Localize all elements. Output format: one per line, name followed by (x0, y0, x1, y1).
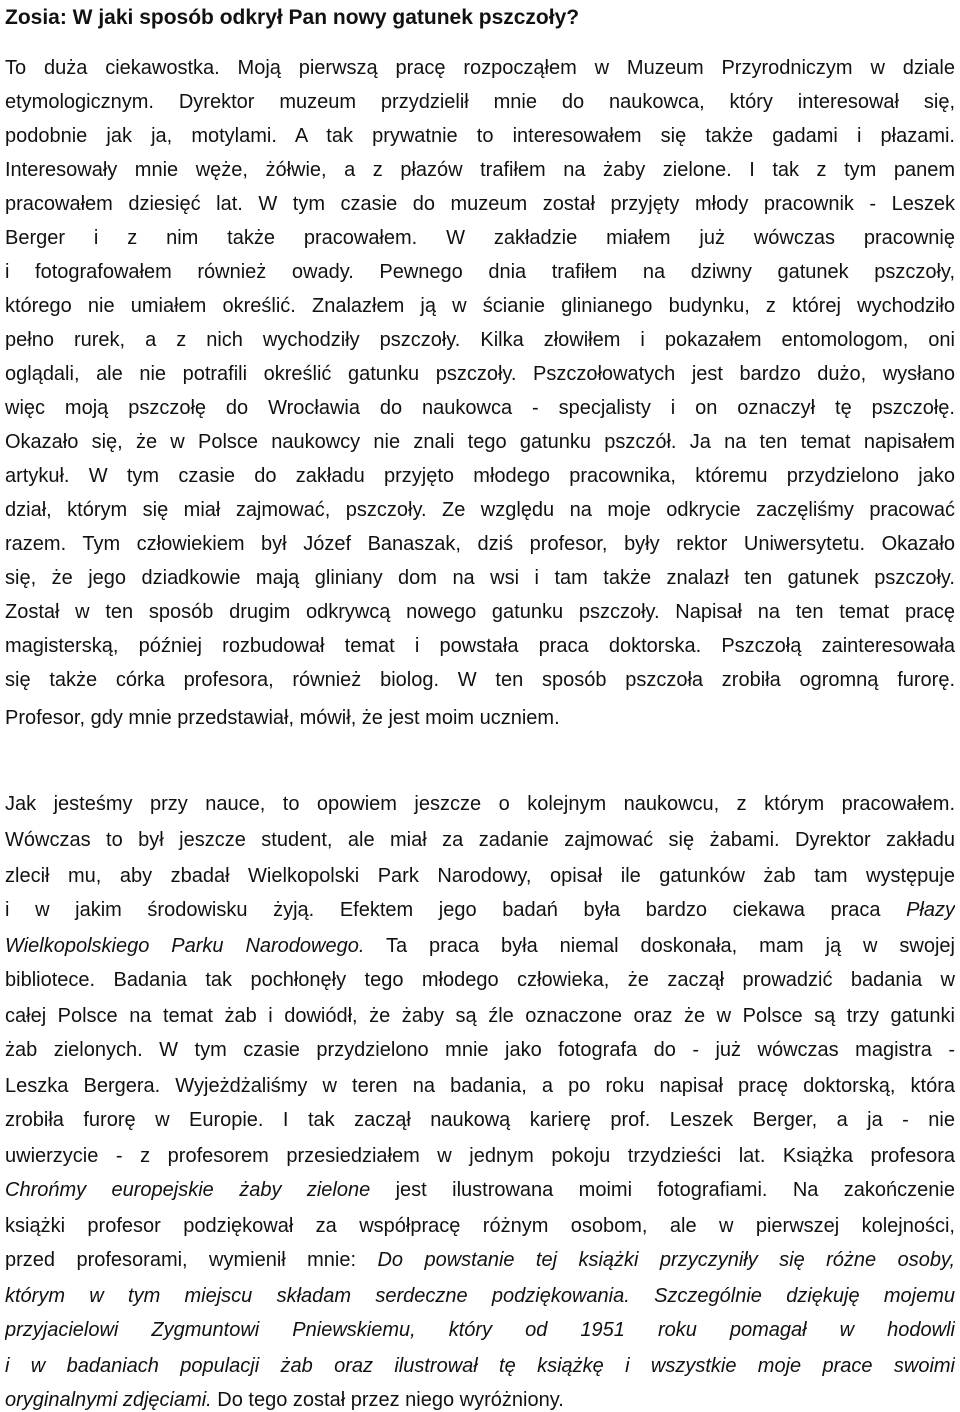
text-segment: przed profesorami, wymienił mnie: (5, 1249, 378, 1271)
text-line (5, 464, 955, 488)
text-line (5, 56, 955, 80)
text-line (5, 396, 955, 420)
text-line (5, 1354, 955, 1378)
italic-text: i w badaniach populacji żab oraz ilustrował tę książkę i wszystkie moje prace swoimi (5, 1355, 955, 1377)
italic-text: Do powstanie tej książki przyczyniły się różne osoby, (377, 1249, 955, 1271)
text-segment: uwierzycie - z profesorem przesiedziałem w jednym pokoju trzydzieści lat. Książka profesora (5, 1145, 955, 1167)
text-segment: żab zielonych. W tym czasie przydzielono mnie jako fotografa do - już wówczas magistra - (5, 1039, 955, 1061)
text-segment: się także córka profesora, również biolog. W ten sposób pszczoła zrobiła ogromną furorę. (5, 669, 955, 691)
text-line (5, 328, 955, 352)
text-line (5, 90, 955, 114)
text-line (5, 706, 955, 730)
text-line (5, 430, 955, 454)
text-line (5, 1004, 955, 1028)
italic-text: Płazy (906, 899, 955, 921)
text-segment: pełno rurek, a z nich wychodziły pszczoły. Kilka złowiłem i pokazałem entomologom, oni (5, 329, 955, 351)
italic-text: Wielkopolskiego Parku Narodowego. (5, 935, 365, 957)
question-heading: Zosia: W jaki sposób odkrył Pan nowy gatunek pszczoły? (5, 6, 580, 29)
text-segment: artykuł. W tym czasie do zakładu przyjęto młodego pracownika, któremu przydzielono jako (5, 465, 955, 487)
text-line (5, 668, 955, 692)
text-line (5, 362, 955, 386)
text-line (5, 1074, 955, 1098)
text-line (5, 532, 955, 556)
text-line (5, 828, 955, 852)
text-line (5, 898, 955, 922)
text-line (5, 1178, 955, 1202)
text-line (5, 1318, 955, 1342)
text-line (5, 1248, 955, 1272)
text-segment: Został w ten sposób drugim odkrywcą nowego gatunku pszczoły. Napisał na ten temat pracę (5, 601, 955, 623)
text-line (5, 968, 955, 992)
text-segment: dział, którym się miał zajmować, pszczoły. Ze względu na moje odkrycie zaczęliśmy pracować (5, 499, 955, 521)
text-line (5, 934, 955, 958)
text-segment: Do tego został przez niego wyróżniony. (211, 1389, 564, 1411)
text-segment: pracowałem dziesięć lat. W tym czasie do muzeum został przyjęty młody pracownik - Leszek (5, 193, 955, 215)
text-line (5, 792, 955, 816)
text-line (5, 1388, 955, 1412)
text-segment: Ta praca była niemal doskonała, mam ją w swojej (364, 935, 955, 957)
text-segment: magisterską, później rozbudował temat i powstała praca doktorska. Pszczołą zainteresowała (5, 635, 955, 657)
text-segment: oglądali, ale nie potrafili określić gatunku pszczoły. Pszczołowatych jest bardzo dużo, wysłano (5, 363, 955, 385)
text-segment: się, że jego dziadkowie mają gliniany dom na wsi i tam także znalazł ten gatunek pszczoły. (5, 567, 955, 589)
text-line (5, 864, 955, 888)
text-segment: Okazało się, że w Polsce naukowcy nie znali tego gatunku pszczół. Ja na ten temat napisałem (5, 431, 955, 453)
text-segment: Profesor, gdy mnie przedstawiał, mówił, że jest moim uczniem. (5, 707, 560, 729)
text-line (5, 1144, 955, 1168)
text-line (5, 1214, 955, 1238)
text-segment: i fotografowałem również owady. Pewnego dnia trafiłem na dziwny gatunek pszczoły, (5, 261, 955, 283)
text-segment: bibliotece. Badania tak pochłonęły tego młodego człowieka, że zaczął prowadzić badania w (5, 969, 955, 991)
text-segment: razem. Tym człowiekiem był Józef Banaszak, dziś profesor, były rektor Uniwersytetu. Okazało (5, 533, 955, 555)
text-segment: podobnie jak ja, motylami. A tak prywatnie to interesowałem się także gadami i płazami. (5, 125, 955, 147)
text-segment: Wówczas to był jeszcze student, ale miał za zadanie zajmować się żabami. Dyrektor zakładu (5, 829, 955, 851)
text-segment: zlecił mu, aby zbadał Wielkopolski Park Narodowy, opisał ile gatunków żab tam występuje (5, 865, 955, 887)
text-segment: Leszka Bergera. Wyjeżdżaliśmy w teren na badania, a po roku napisał pracę doktorską, która (5, 1075, 955, 1097)
text-segment: którego nie umiałem określić. Znalazłem ją w ścianie glinianego budynku, z której wychodziło (5, 295, 955, 317)
text-segment: całej Polsce na temat żab i dowiódł, że żaby są źle oznaczone oraz że w Polsce są trzy gatunki (5, 1005, 955, 1027)
text-line (5, 260, 955, 284)
text-line (5, 294, 955, 318)
italic-text: którym w tym miejscu składam serdeczne podziękowania. Szczególnie dziękuję mojemu (5, 1285, 955, 1307)
text-segment: książki profesor podziękował za współpracę różnym osobom, ale w pierwszej kolejności, (5, 1215, 955, 1237)
italic-text: oryginalnymi zdjęciami. (5, 1389, 212, 1411)
text-segment: zrobiła furorę w Europie. I tak zaczął naukową karierę prof. Leszek Berger, a ja - nie (5, 1109, 955, 1131)
text-segment: więc moją pszczołę do Wrocławia do naukowca - specjalisty i on oznaczył tę pszczołę. (5, 397, 955, 419)
text-line (5, 192, 955, 216)
text-segment: Jak jesteśmy przy nauce, to opowiem jeszcze o kolejnym naukowcu, z którym pracowałem. (5, 793, 955, 815)
text-segment: i w jakim środowisku żyją. Efektem jego badań była bardzo ciekawa praca (5, 899, 907, 921)
text-segment: Interesowały mnie węże, żółwie, a z płazów trafiłem na żaby zielone. I tak z tym panem (5, 159, 955, 181)
text-line (5, 498, 955, 522)
text-line (5, 634, 955, 658)
text-line (5, 1108, 955, 1132)
text-segment: To duża ciekawostka. Moją pierwszą pracę rozpocząłem w Muzeum Przyrodniczym w dziale (5, 57, 955, 79)
text-segment: jest ilustrowana moimi fotografiami. Na zakończenie (370, 1179, 955, 1201)
text-line (5, 124, 955, 148)
italic-text: przyjacielowi Zygmuntowi Pniewskiemu, który od 1951 roku pomagał w hodowli (5, 1319, 955, 1341)
text-line (5, 600, 955, 624)
italic-text: Chrońmy europejskie żaby zielone (5, 1179, 371, 1201)
text-line (5, 226, 955, 250)
text-line (5, 1284, 955, 1308)
text-segment: Berger i z nim także pracowałem. W zakładzie miałem już wówczas pracownię (5, 227, 955, 249)
text-line (5, 1038, 955, 1062)
text-line (5, 566, 955, 590)
text-line (5, 158, 955, 182)
text-segment: etymologicznym. Dyrektor muzeum przydzielił mnie do naukowca, który interesował się, (5, 91, 955, 113)
